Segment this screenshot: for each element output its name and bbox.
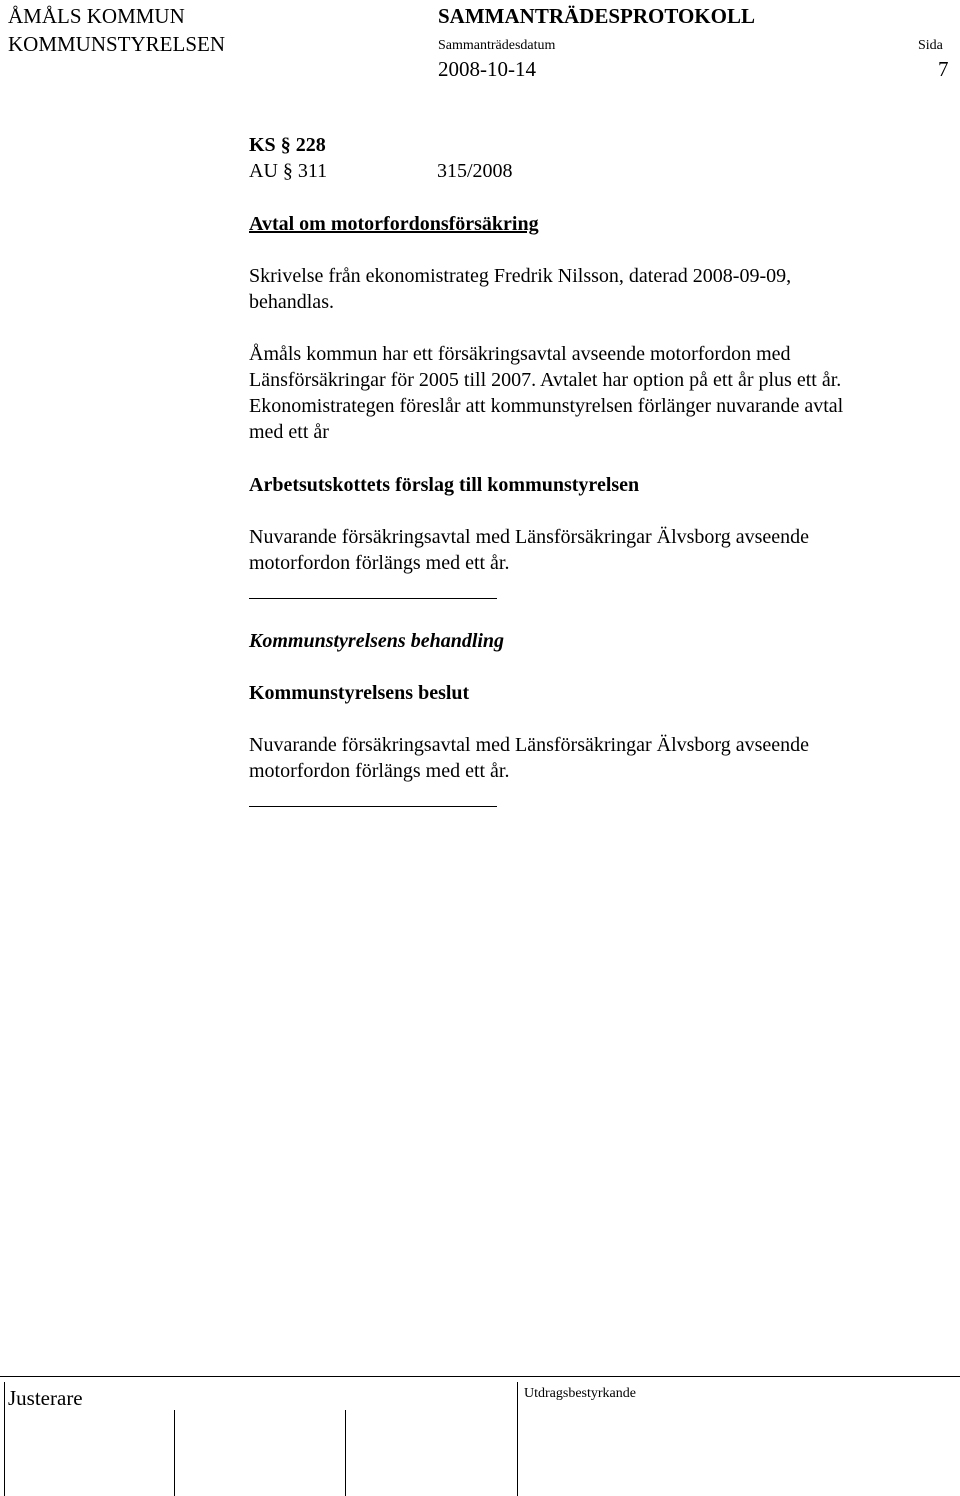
municipality-name: ÅMÅLS KOMMUN (8, 4, 185, 28)
document-type: SAMMANTRÄDESPROTOKOLL (438, 4, 755, 28)
section-divider (249, 598, 497, 599)
footer-rule (0, 1376, 960, 1377)
ks-decision-text (249, 732, 939, 784)
meeting-date-label: Sammanträdesdatum (438, 38, 556, 53)
au-proposal-heading: Arbetsutskottets förslag till kommunstyrelsen (249, 474, 640, 496)
ks-decision-line: motorfordon förlängs med ett år. (249, 760, 510, 782)
diary-number: 315/2008 (437, 160, 513, 182)
intro-line: Skrivelse från ekonomistrateg Fredrik Nilsson, daterad 2008-09-09, (249, 265, 792, 287)
background-line: Länsförsäkringar för 2005 till 2007. Avtalet har option på ett år plus ett år. (249, 369, 842, 391)
meeting-date: 2008-10-14 (438, 57, 536, 81)
ks-decision-line: Nuvarande försäkringsavtal med Länsförsäkringar Älvsborg avseende (249, 734, 809, 756)
au-proposal-text (249, 524, 939, 576)
background-paragraph (249, 341, 939, 445)
signature-box-line (4, 1382, 5, 1496)
case-title: Avtal om motorfordonsförsäkring (249, 213, 539, 235)
board-name: KOMMUNSTYRELSEN (8, 32, 226, 56)
au-proposal-line: motorfordon förlängs med ett år. (249, 552, 510, 574)
au-label: AU (249, 160, 278, 182)
ks-treatment-heading: Kommunstyrelsens behandling (249, 630, 505, 652)
signature-box-line (345, 1410, 346, 1496)
au-paragraph (249, 158, 327, 184)
utdragsbestyrkande-label: Utdragsbestyrkande (524, 1386, 636, 1401)
intro-line: behandlas. (249, 291, 334, 313)
signature-box-line (517, 1382, 518, 1496)
page-number: 7 (938, 57, 949, 81)
signature-box-line (174, 1410, 175, 1496)
ks-number: 228 (295, 134, 326, 156)
ks-paragraph (249, 132, 326, 158)
background-line: Ekonomistrategen föreslår att kommunstyrelsen förlänger nuvarande avtal (249, 395, 844, 417)
au-number: 311 (297, 160, 328, 182)
au-section-symbol: § (282, 160, 293, 182)
ks-decision-heading: Kommunstyrelsens beslut (249, 682, 470, 704)
justerare-label: Justerare (8, 1386, 83, 1410)
page-label: Sida (918, 38, 943, 53)
ks-label: KS (249, 134, 276, 156)
section-divider (249, 806, 497, 807)
section-symbol: § (280, 134, 291, 156)
background-line: med ett år (249, 421, 329, 443)
background-line: Åmåls kommun har ett försäkringsavtal avseende motorfordon med (249, 343, 791, 365)
au-proposal-line: Nuvarande försäkringsavtal med Länsförsäkringar Älvsborg avseende (249, 526, 809, 548)
intro-paragraph (249, 263, 939, 315)
